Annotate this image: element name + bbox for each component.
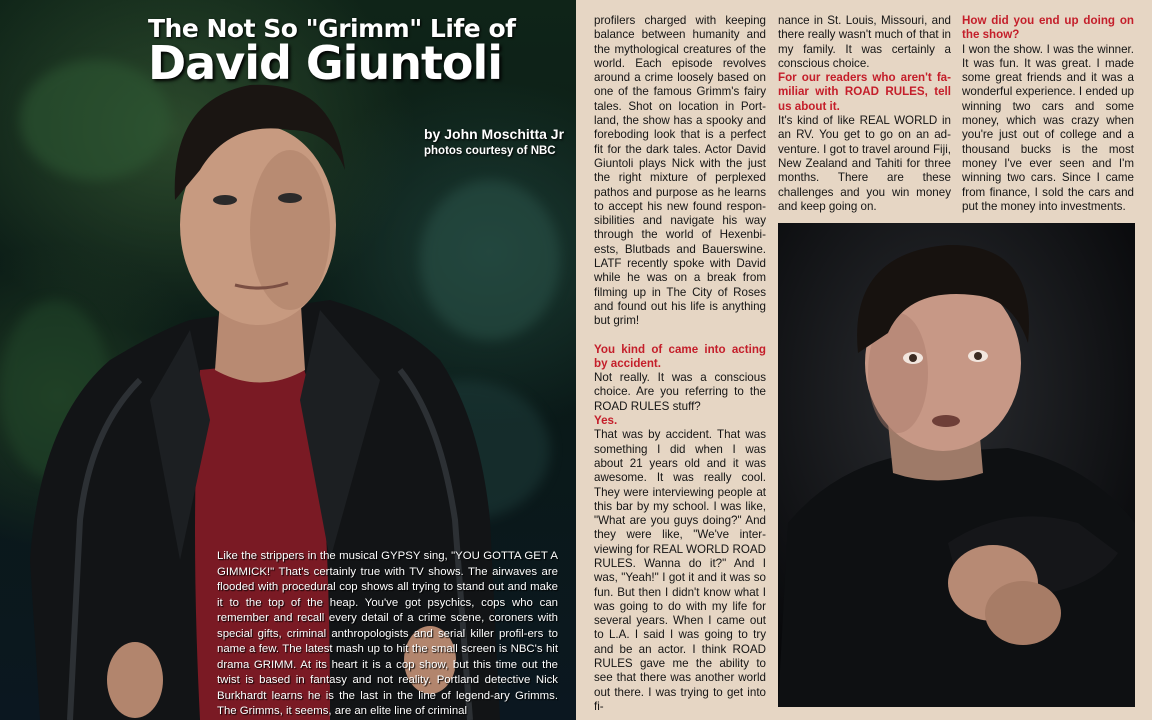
article-kicker: The Not So "Grimm" Life of xyxy=(148,14,516,43)
paragraph-gap xyxy=(594,329,766,343)
interview-answer: I won the show. I was the winner. It was fun. It was great. I made some great friends and it was a wonderful experience. I ended up winning two cars and some money, which was crazy when you're just out of college and a thousand bucks is the most money I've ever seen and I'm winning two cars. Since I came from finance, I sold the cars and put the money into investments. xyxy=(962,42,1134,213)
interview-question: Yes. xyxy=(594,414,618,428)
interview-answer: It's kind of like REAL WORLD in an RV. You get to go on an ad-venture. I got to travel around Fiji, New Zealand and Tahiti for three months. There are these challenges and you win money and keep going on. xyxy=(778,114,951,213)
interview-answer: That was by accident. That was something I did when I was about 21 years old and it was awesome. It was really cool. They were interviewing people at this bar by my school. I was like, "What are you guys doing?" And they were like, "We've inter-viewing for REAL WORLD ROAD RULES. Wanna do it?" And I was, "Yeah!" I got it and it was so fun. But then I didn't know what I was going to do with my life for several years. When I came out to L.A. I said I was going to try and be an actor. I think ROAD RULES gave me the ability to see that there was another world out there. I was trying to get into fi- xyxy=(594,428,766,713)
byline: by John Moschitta Jr xyxy=(424,126,565,142)
interview-question: You kind of came into acting by accident. xyxy=(594,342,766,370)
action-photo xyxy=(778,223,1135,707)
interview-question: How did you end up doing on the show? xyxy=(962,14,1134,42)
interview-answer: Not really. It was a conscious choice. Are you referring to the ROAD RULES stuff? xyxy=(594,371,766,413)
photo-credit: photos courtesy of NBC xyxy=(424,145,556,157)
lead-paragraph: Like the strippers in the musical GYPSY sing, "YOU GOTTA GET A GIMMICK!" That's certainly true with TV shows. The airwaves are flooded with procedural cop shows all trying to stand out and make it to the top of the heap. You've got psychics, cops who can remember and recall every detail of a crime scene, coroners with special gifts, criminal anthropologists and serial killer profil-ers to name a few. The latest mash up to hit the small screen is NBC's hit drama GRIMM. At its heart it is a cop show, but this time out the twist is based in fantasy and not reality. Portland detective Nick Burkhardt learns he is the last in the line of legend-ary Grimms. The Grimms, it seems, are an elite line of criminal xyxy=(217,550,558,717)
text-column-2 xyxy=(778,14,951,214)
text-column-1 xyxy=(594,14,766,714)
text-column-3 xyxy=(962,14,1134,214)
body-paragraph: profilers charged with keeping balance between humanity and the mythological creatures of the world. Each episode revolves around a crime loosely based on one of the famous Grimm's fairy tales. Shot on location in Port-land, the show has a spooky and foreboding look that is a perfect fit for the dark tales. Actor David Giuntoli plays Nick with the just the right mixture of perplexed pathos and purpose as he learns to accept his new found respon-sibilities and navigate his way through the world of Hexenbi-ests, Blutbads and Bauerswine. LATF recently spoke with David while he was on a break from filming up in The City of Roses and found out his life is anything but grim! xyxy=(594,14,766,328)
right-page-text xyxy=(576,0,1152,720)
action-photo-icon xyxy=(778,223,1135,707)
interview-answer: nance in St. Louis, Missouri, and there really wasn't much of that in my family. It was certainly a conscious choice. xyxy=(778,14,951,70)
article-title: David Giuntoli xyxy=(148,36,503,90)
interview-question: For our readers who aren't fa-miliar with ROAD RULES, tell us about it. xyxy=(778,71,951,113)
